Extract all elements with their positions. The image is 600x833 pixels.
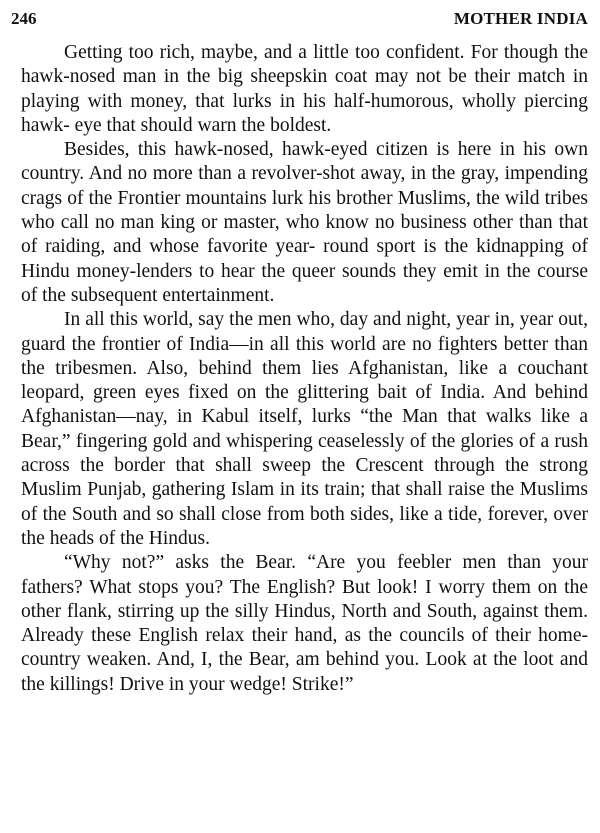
page-number: 246 bbox=[11, 9, 37, 28]
paragraph: In all this world, say the men who, day and night, year in, year out, guard the frontier of India—in all this world are no fighters better than the tribesmen. Also, behind them lies Afghanistan, like a couchant leopard, green eyes fixed on the glittering bait of India. And behind Afghanistan—nay, in Kabul itself, lurks “the Man that walks like a Bear,” fingering gold and whispering ceaselessly of the glories of a rush across the border that shall sweep the Crescent through the strong Muslim Punjab, gathering Islam in its train; that shall raise the Muslims of the South and so shall close from both sides, like a tide, forever, over the heads of the Hindus. bbox=[21, 309, 588, 549]
running-head bbox=[11, 7, 588, 31]
running-title: MOTHER INDIA bbox=[453, 9, 588, 28]
body-text bbox=[21, 41, 588, 697]
paragraph: Getting too rich, maybe, and a little too confident. For though the hawk-nosed man in the big sheepskin coat may not be their match in playing with money, that lurks in his half-humorous, wholly piercing hawk- eye that should warn the boldest. bbox=[21, 42, 588, 136]
paragraph: Besides, this hawk-nosed, hawk-eyed citizen is here in his own country. And no more than a revolver-shot away, in the gray, impending crags of the Frontier mountains lurk his brother Muslims, the wild tribes who call no man king or master, who know no business other than that of raiding, and whose favorite year- round sport is the kidnapping of Hindu money-lenders to hear the queer sounds they emit in the course of the subsequent entertainment. bbox=[21, 139, 588, 306]
paragraph: “Why not?” asks the Bear. “Are you feebler men than your fathers? What stops you? The English? But look! I worry them on the other flank, stirring up the silly Hindus, North and South, against them. Already these English relax their hand, as the councils of their home-country weaken. And, I, the Bear, am behind you. Look at the loot and the killings! Drive in your wedge! Strike!” bbox=[21, 552, 588, 695]
